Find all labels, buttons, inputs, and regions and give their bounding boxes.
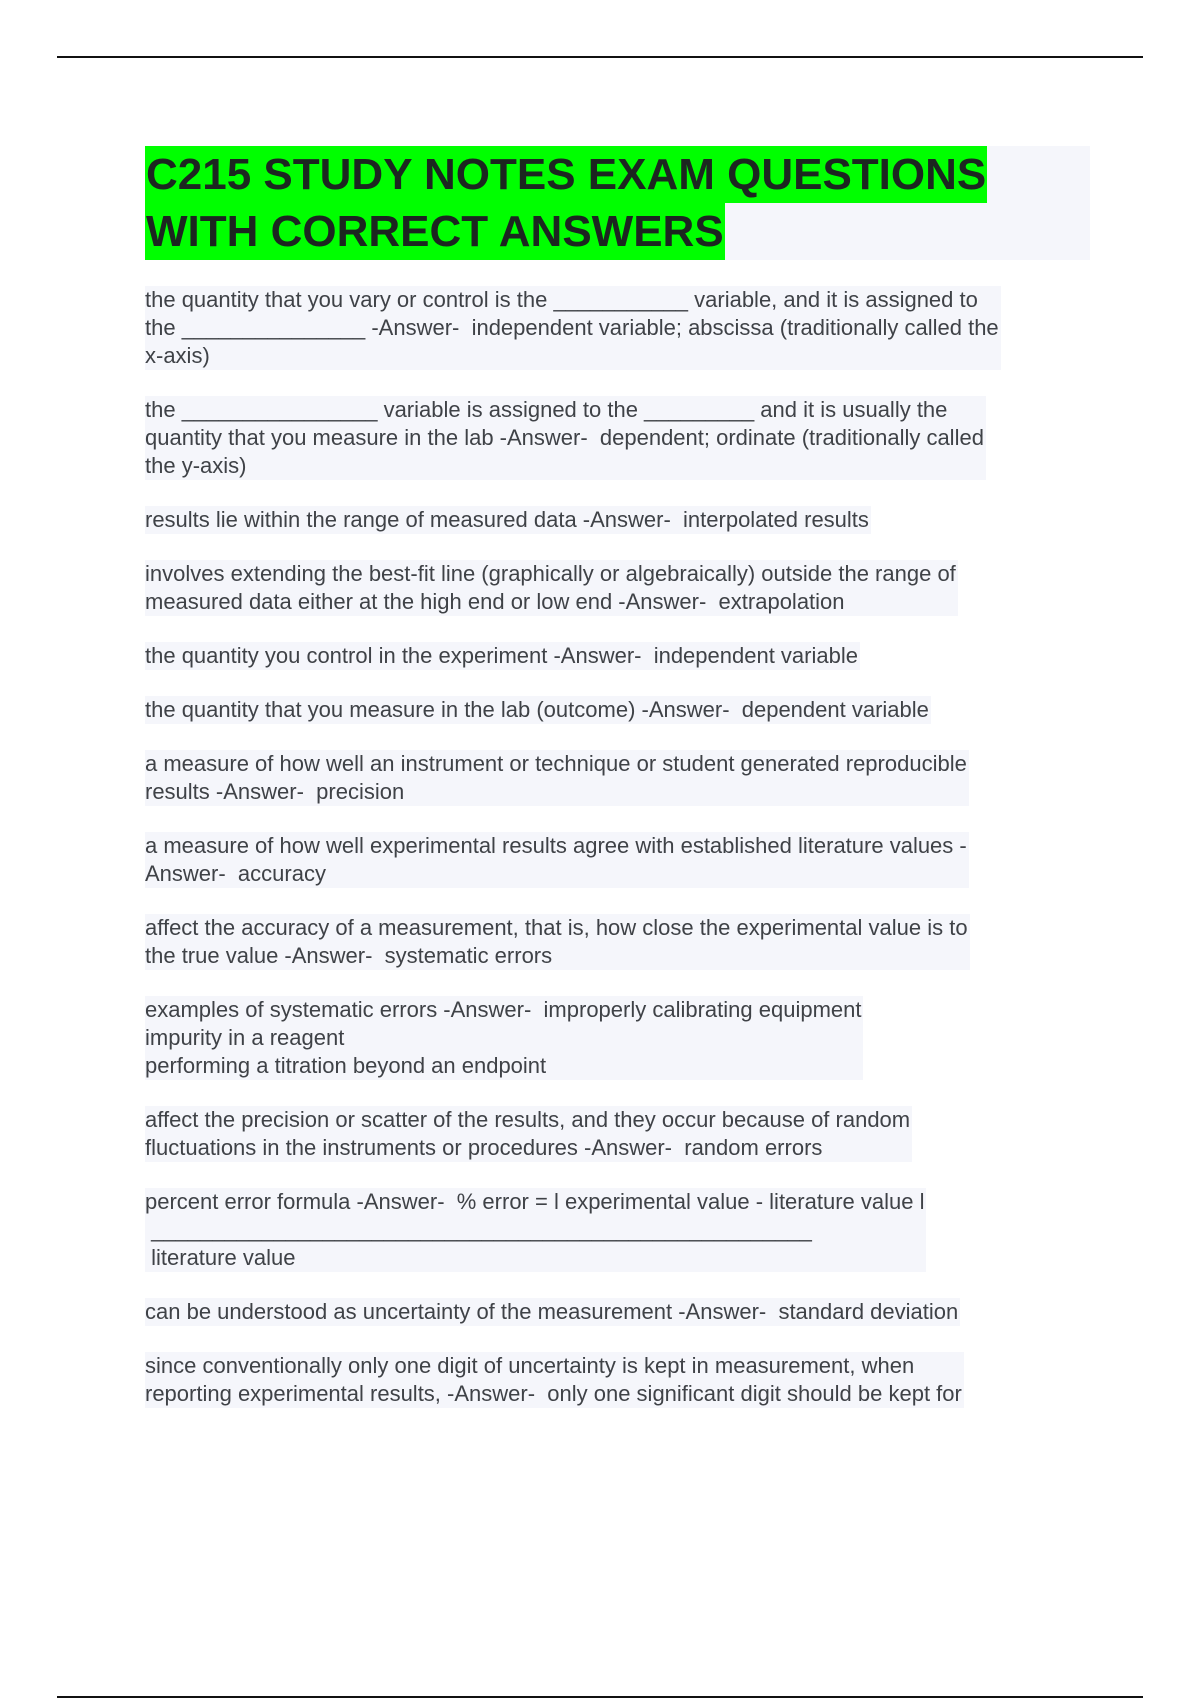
title-line-2: WITH CORRECT ANSWERS [145,203,725,260]
qa-entry: the quantity you control in the experiment -Answer- independent variable [145,643,858,668]
qa-entry: examples of systematic errors -Answer- improperly calibrating equipment impurity in a reagent performing a titration beyond an endpoint [145,997,862,1078]
document-title [145,146,1090,260]
qa-entry: a measure of how well an instrument or technique or student generated reproducible results -Answer- precision [145,751,967,804]
qa-entry: a measure of how well experimental results agree with established literature values - Answer- accuracy [145,833,967,886]
qa-entry: involves extending the best-fit line (graphically or algebraically) outside the range of measured data either at the high end or low end -Answer- extrapolation [145,561,956,614]
qa-entry: the quantity that you measure in the lab (outcome) -Answer- dependent variable [145,697,929,722]
footer-rule [57,1696,1143,1698]
qa-entry: since conventionally only one digit of uncertainty is kept in measurement, when reporting experimental results, -Answer- only one significant digit should be kept for [145,1353,962,1406]
qa-entry: can be understood as uncertainty of the measurement -Answer- standard deviation [145,1299,959,1324]
header-rule [57,56,1143,58]
qa-entry: results lie within the range of measured data -Answer- interpolated results [145,507,869,532]
qa-entry: percent error formula -Answer- % error = l experimental value - literature value l ______________________________________________________ literature value [145,1189,925,1270]
document-body [145,146,1090,1434]
qa-entry: the quantity that you vary or control is the ___________ variable, and it is assigned to the _______________ -Answer- independent variable; abscissa (traditionally called the x-axis) [145,287,999,368]
qa-entry: the ________________ variable is assigned to the _________ and it is usually the quantity that you measure in the lab -Answer- dependent; ordinate (traditionally called the y-axis) [145,397,984,478]
qa-entry: affect the precision or scatter of the results, and they occur because of random fluctuations in the instruments or procedures -Answer- random errors [145,1107,911,1160]
qa-entry: affect the accuracy of a measurement, that is, how close the experimental value is to the true value -Answer- systematic errors [145,915,968,968]
title-line-1: C215 STUDY NOTES EXAM QUESTIONS [145,146,987,203]
